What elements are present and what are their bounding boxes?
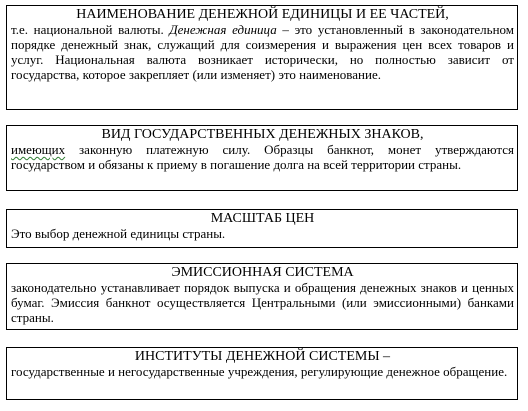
block-title: ВИД ГОСУДАРСТВЕННЫХ ДЕНЕЖНЫХ ЗНАКОВ, [101,127,424,142]
text-fragment: законную платежную силу. Образцы банкнот, монет утверждаются государством и обязаны к приему в погашение долга на всей территории страны. [11,142,514,172]
block-title: ЭМИССИОННАЯ СИСТЕМА [171,265,354,280]
block-banknote-types [6,125,518,191]
block-text: законодательно устанавливает порядок выпуска и обращения денежных знаков и ценных бумаг. Эмиссия банкнот осуществляется Центральными (или эмиссионными) банками страны. [11,280,514,325]
emphasized-term: Денежная единица [169,22,277,37]
block-title: НАИМЕНОВАНИЕ ДЕНЕЖНОЙ ЕДИНИЦЫ И ЕЕ ЧАСТЕЙ, [76,7,449,22]
block-currency-unit [6,5,518,110]
spellcheck-word: имеющих [11,142,66,157]
block-title: МАСШТАБ ЦЕН [210,211,315,226]
block-price-scale [6,209,518,248]
text-fragment: – это установленный в законодательном порядке денежный знак, служащий для соизмерения и выражения цен всех товаров и услуг. Национальная валюта возникает исторически, но полностью зависит от государства, которое закрепляет (или изменяет) это наименование. [11,22,515,82]
block-monetary-institutions [6,347,518,400]
block-title: ИНСТИТУТЫ ДЕНЕЖНОЙ СИСТЕМЫ – [134,349,391,364]
block-text: государственные и негосударственные учреждения, регулирующие денежное обращение. [11,364,508,379]
block-text [11,22,514,82]
block-text [11,142,514,172]
block-emission-system [6,263,518,330]
block-text: Это выбор денежной единицы страны. [11,226,226,241]
text-fragment: т.е. национальной валюты. [11,22,170,37]
